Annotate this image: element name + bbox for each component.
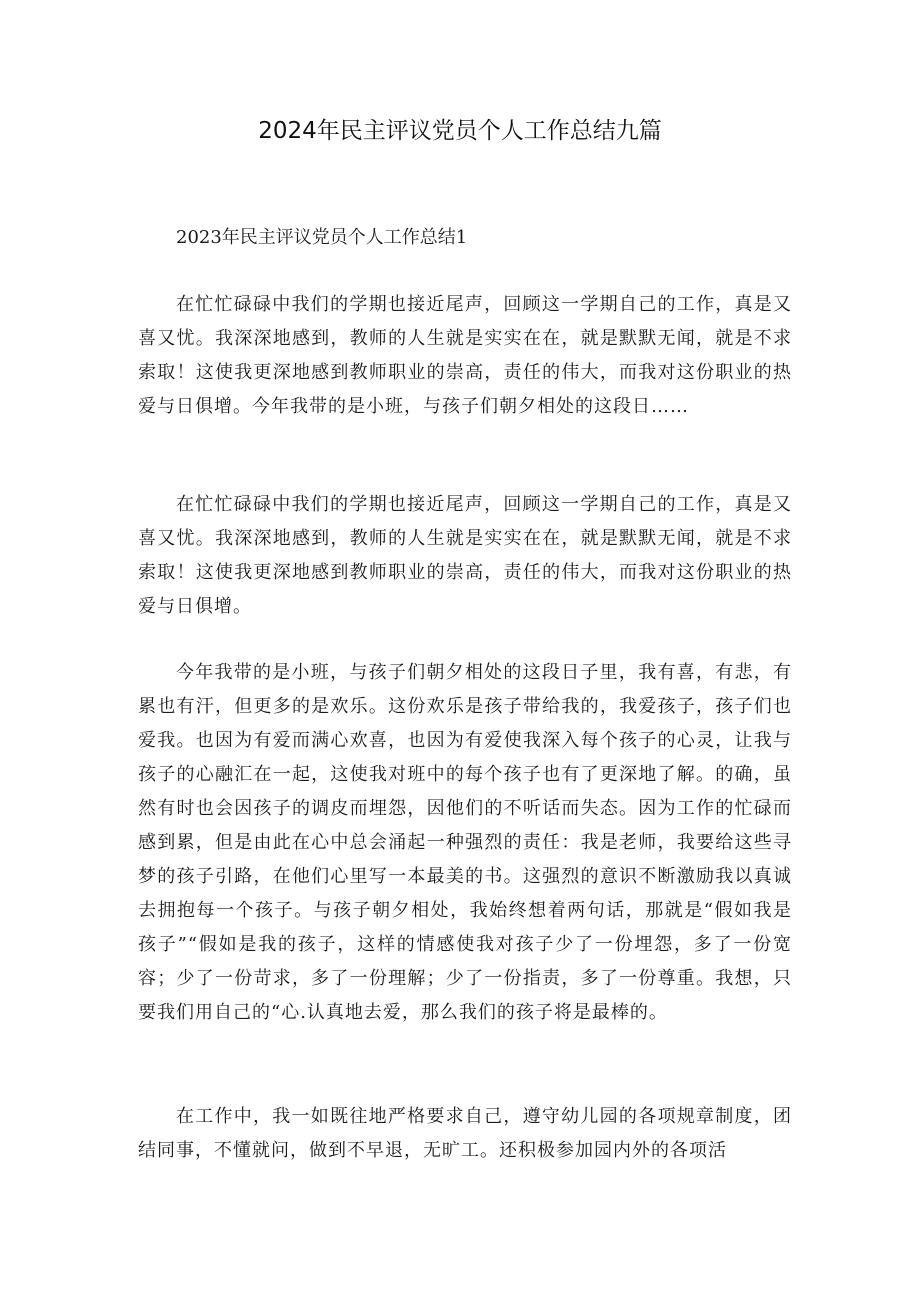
paragraph: 在忙忙碌碌中我们的学期也接近尾声，回顾这一学期自己的工作，真是又喜又忧。我深深地感到，教师的人生就是实实在在，就是默默无闻，就是不求索取！这使我更深地感到教师职业的崇高，责任的伟大，而我对这份职业的热爱与日俱增。 bbox=[138, 494, 792, 617]
paragraph: 在忙忙碌碌中我们的学期也接近尾声，回顾这一学期自己的工作，真是又喜又忧。我深深地感到，教师的人生就是实实在在，就是默默无闻，就是不求索取！这使我更深地感到教师职业的崇高，责任的伟大，而我对这份职业的热爱与日俱增。今年我带的是小班，与孩子们朝夕相处的这段日…… bbox=[138, 294, 792, 417]
document-title: 2024年民主评议党员个人工作总结九篇 bbox=[258, 118, 662, 144]
section-subheading: 2023年民主评议党员个人工作总结1 bbox=[176, 227, 468, 248]
paragraph: 在工作中，我一如既往地严格要求自己，遵守幼儿园的各项规章制度，团结同事，不懂就问，做到不早退，无旷工。还积极参加园内外的各项活 bbox=[138, 1106, 792, 1161]
paragraph: 今年我带的是小班，与孩子们朝夕相处的这段日子里，我有喜，有悲，有累也有汗，但更多的是欢乐。这份欢乐是孩子带给我的，我爱孩子，孩子们也爱我。也因为有爱而满心欢喜，也因为有爱使我深入每个孩子的心灵，让我与孩子的心融汇在一起，这使我对班中的每个孩子也有了更深地了解。的确，虽然有时也会因孩子的调皮而埋怨，因他们的不听话而失态。因为工作的忙碌而感到累，但是由此在心中总会涌起一种强烈的责任：我是老师，我要给这些寻梦的孩子引路，在他们心里写一本最美的书。这强烈的意识不断激励我以真诚去拥抱每一个孩子。与孩子朝夕相处，我始终想着两句话，那就是“假如我是孩子”“假如是我的孩子，这样的情感使我对孩子少了一份埋怨，多了一份宽容；少了一份苛求，多了一份理解；少了一份指责，多了一份尊重。我想，只要我们用自己的“心.认真地去爱，那么我们的孩子将是最棒的。 bbox=[138, 662, 792, 1023]
